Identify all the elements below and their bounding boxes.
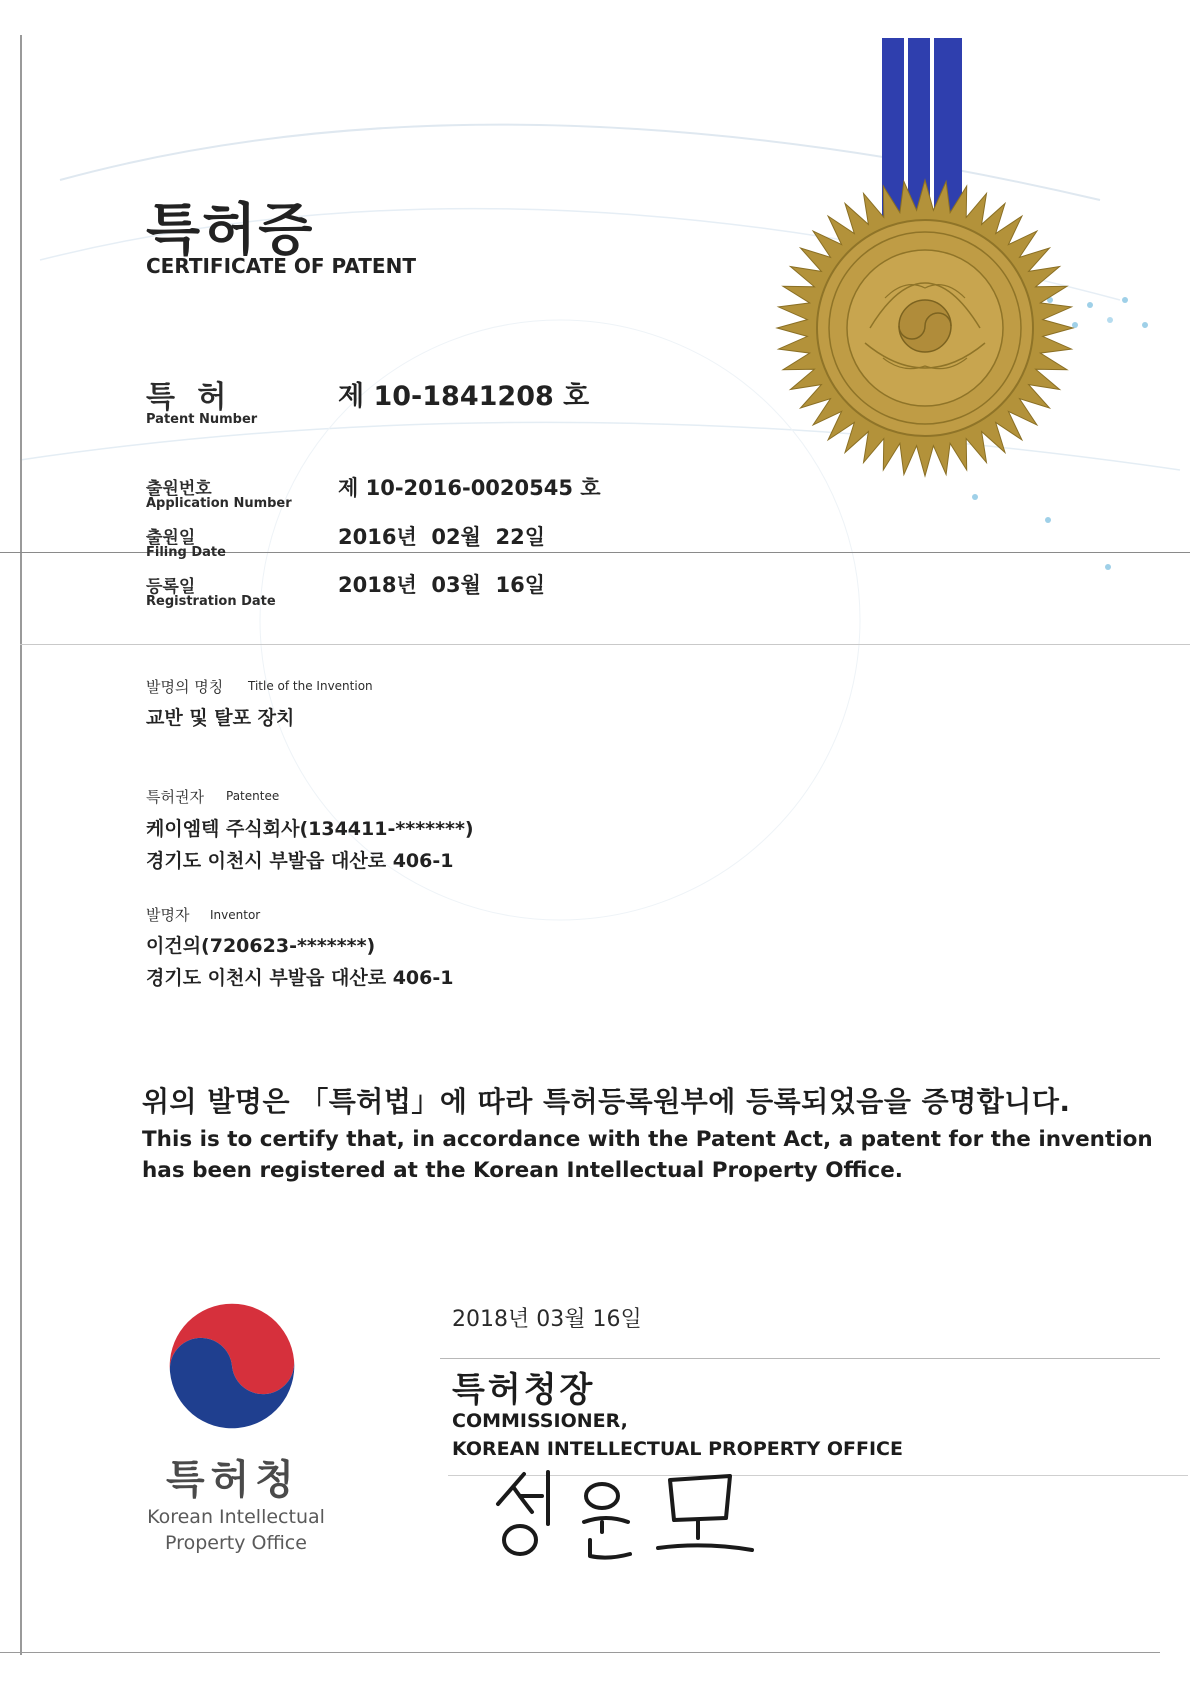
registration-date-label-ko: 등록일 bbox=[146, 577, 196, 597]
kipo-name-en-line2: Property Office bbox=[165, 1532, 307, 1554]
patent-number-value: 제 10-1841208 호 bbox=[338, 381, 590, 412]
issue-date: 2018년 03월 16일 bbox=[452, 1307, 642, 1332]
declaration-en-line1: This is to certify that, in accordance with the Patent Act, a patent for the invention bbox=[142, 1127, 1153, 1152]
declaration-en-line2: has been registered at the Korean Intellectual Property Office. bbox=[142, 1158, 903, 1183]
patent-number-label-en: Patent Number bbox=[146, 412, 258, 427]
commissioner-title-en-line1: COMMISSIONER, bbox=[452, 1410, 628, 1432]
divider bbox=[20, 644, 1190, 645]
patentee-label-en: Patentee bbox=[226, 789, 280, 803]
invention-title-label-ko: 발명의 명칭 bbox=[146, 678, 224, 696]
inventor-address: 경기도 이천시 부발읍 대산로 406-1 bbox=[146, 967, 454, 989]
commissioner-title-en-line2: KOREAN INTELLECTUAL PROPERTY OFFICE bbox=[452, 1438, 903, 1460]
gold-seal-icon bbox=[775, 178, 1075, 478]
registration-date-label-en: Registration Date bbox=[146, 594, 276, 609]
kipo-name-ko: 특허청 bbox=[166, 1457, 300, 1503]
filing-date-value: 2016년 02월 22일 bbox=[338, 525, 545, 549]
filing-date-label-ko: 출원일 bbox=[146, 528, 196, 548]
divider bbox=[440, 1358, 1160, 1359]
certificate-title-ko: 특허증 bbox=[146, 198, 315, 263]
patentee-label-ko: 특허권자 bbox=[146, 788, 204, 806]
patentee-name: 케이엠텍 주식회사(134411-*******) bbox=[146, 818, 474, 840]
inventor-name: 이건의(720623-*******) bbox=[146, 935, 376, 957]
filing-date-label-en: Filing Date bbox=[146, 545, 226, 560]
inventor-label-ko: 발명자 bbox=[146, 906, 190, 924]
signature bbox=[490, 1466, 760, 1566]
invention-title-value: 교반 및 탈포 장치 bbox=[146, 707, 295, 729]
registration-date-value: 2018년 03월 16일 bbox=[338, 573, 545, 597]
patentee-address: 경기도 이천시 부발읍 대산로 406-1 bbox=[146, 850, 454, 872]
kipo-name-en-line1: Korean Intellectual bbox=[147, 1506, 325, 1528]
declaration-ko: 위의 발명은 「특허법」에 따라 특허등록원부에 등록되었음을 증명합니다. bbox=[142, 1085, 1071, 1118]
invention-title-label-en: Title of the Invention bbox=[248, 679, 373, 693]
scan-edge bbox=[20, 35, 22, 1655]
commissioner-title-ko: 특허청장 bbox=[452, 1370, 596, 1410]
inventor-label-en: Inventor bbox=[210, 908, 261, 922]
patent-number-label-ko: 특 허 bbox=[146, 380, 233, 415]
taegeuk-logo-icon bbox=[162, 1296, 302, 1436]
application-number-label-en: Application Number bbox=[146, 496, 292, 511]
application-number-label-ko: 출원번호 bbox=[146, 479, 212, 499]
divider bbox=[0, 1652, 1160, 1653]
certificate-title-en: CERTIFICATE OF PATENT bbox=[146, 254, 416, 278]
application-number-value: 제 10-2016-0020545 호 bbox=[338, 476, 601, 500]
